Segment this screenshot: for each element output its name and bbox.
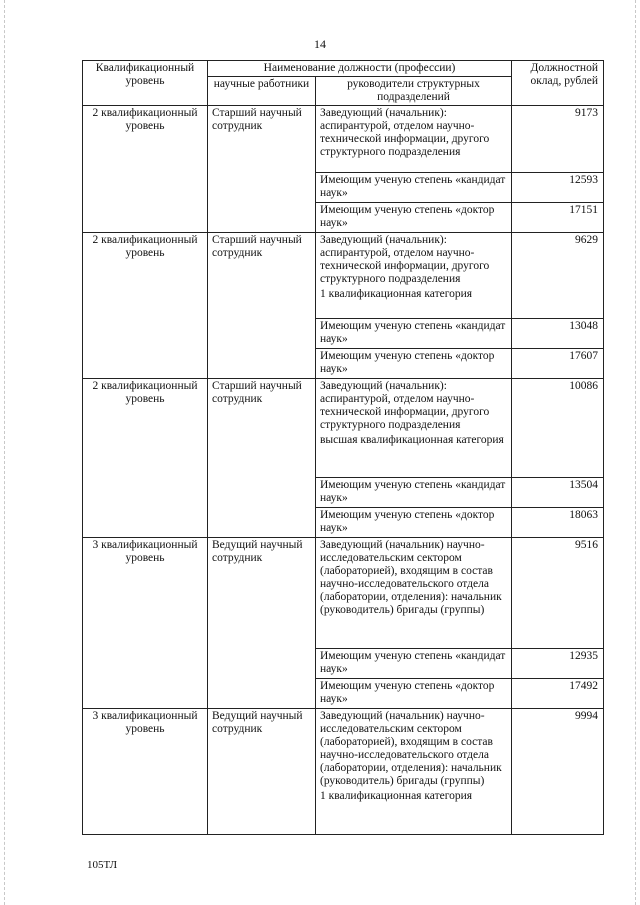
doctor-degree-cell: Имеющим ученую степень «доктор наук» bbox=[316, 679, 512, 709]
unit-head-cell bbox=[316, 538, 512, 649]
doctor-salary-cell: 17607 bbox=[512, 349, 604, 379]
level-cell: 2 квалификационный уровень bbox=[83, 106, 208, 233]
candidate-degree-cell: Имеющим ученую степень «кандидат наук» bbox=[316, 173, 512, 203]
unit-head-text: Заведующий (начальник): аспирантурой, отделом научно-технической информации, другого структурного подразделения bbox=[320, 234, 490, 285]
table-row bbox=[83, 538, 604, 649]
level-cell: 3 квалификационный уровень bbox=[83, 538, 208, 709]
level-cell: 3 квалификационный уровень bbox=[83, 709, 208, 835]
salary-cell: 9516 bbox=[512, 538, 604, 649]
candidate-degree-cell: Имеющим ученую степень «кандидат наук» bbox=[316, 478, 512, 508]
doctor-salary-cell: 17151 bbox=[512, 203, 604, 233]
position-cell: Старший научный сотрудник bbox=[208, 106, 316, 233]
doctor-degree-cell: Имеющим ученую степень «доктор наук» bbox=[316, 203, 512, 233]
doctor-degree-cell: Имеющим ученую степень «доктор наук» bbox=[316, 508, 512, 538]
level-cell: 2 квалификационный уровень bbox=[83, 379, 208, 538]
qualification-category: 1 квалификационная категория bbox=[320, 790, 473, 802]
document-code: 105ТЛ bbox=[87, 859, 118, 871]
position-cell: Старший научный сотрудник bbox=[208, 379, 316, 538]
candidate-degree-cell: Имеющим ученую степень «кандидат наук» bbox=[316, 319, 512, 349]
position-cell: Ведущий научный сотрудник bbox=[208, 538, 316, 709]
header-scientific-workers: научные работники bbox=[208, 77, 316, 106]
page-number: 14 bbox=[314, 37, 326, 51]
salary-cell: 9173 bbox=[512, 106, 604, 173]
unit-head-cell bbox=[316, 106, 512, 173]
level-cell: 2 квалификационный уровень bbox=[83, 233, 208, 379]
candidate-salary-cell: 13504 bbox=[512, 478, 604, 508]
unit-head-text: Заведующий (начальник): аспирантурой, отделом научно-технической информации, другого структурного подразделения bbox=[320, 380, 490, 431]
position-cell: Ведущий научный сотрудник bbox=[208, 709, 316, 835]
qualification-category: высшая квалификационная категория bbox=[320, 434, 504, 446]
table-row bbox=[83, 106, 604, 173]
unit-head-text: Заведующий (начальник): аспирантурой, отделом научно-технической информации, другого структурного подразделения bbox=[320, 107, 490, 158]
unit-head-cell bbox=[316, 379, 512, 478]
salary-cell: 9994 bbox=[512, 709, 604, 835]
unit-head-cell bbox=[316, 233, 512, 319]
table-row bbox=[83, 379, 604, 478]
candidate-degree-cell: Имеющим ученую степень «кандидат наук» bbox=[316, 649, 512, 679]
salary-table-body bbox=[83, 61, 604, 835]
table-row bbox=[83, 233, 604, 319]
unit-head-cell bbox=[316, 709, 512, 835]
candidate-salary-cell: 12935 bbox=[512, 649, 604, 679]
qualification-category: 1 квалификационная категория bbox=[320, 288, 473, 300]
header-position-name: Наименование должности (профессии) bbox=[208, 61, 512, 77]
salary-table bbox=[82, 60, 604, 835]
header-level: Квалификационный уровень bbox=[83, 61, 208, 106]
salary-cell: 9629 bbox=[512, 233, 604, 319]
page-edge-right bbox=[635, 0, 636, 905]
doctor-salary-cell: 17492 bbox=[512, 679, 604, 709]
header-unit-heads: руководители структурных подразделений bbox=[316, 77, 512, 106]
doctor-salary-cell: 18063 bbox=[512, 508, 604, 538]
page-edge-left bbox=[4, 0, 5, 905]
candidate-salary-cell: 12593 bbox=[512, 173, 604, 203]
header-row bbox=[83, 61, 604, 77]
unit-head-text: Заведующий (начальник) научно-исследовательским сектором (лабораторией), входящим в состав научно-исследовательского отдела (лаборатории, отделения): начальник (руководитель) бригады (группы) bbox=[320, 710, 502, 787]
salary-cell: 10086 bbox=[512, 379, 604, 478]
doctor-degree-cell: Имеющим ученую степень «доктор наук» bbox=[316, 349, 512, 379]
position-cell: Старший научный сотрудник bbox=[208, 233, 316, 379]
table-row bbox=[83, 709, 604, 835]
header-salary: Должностной оклад, рублей bbox=[512, 61, 604, 106]
unit-head-text: Заведующий (начальник) научно-исследовательским сектором (лабораторией), входящим в состав научно-исследовательского отдела (лаборатории, отделения): начальник (руководитель) бригады (группы) bbox=[320, 539, 502, 616]
candidate-salary-cell: 13048 bbox=[512, 319, 604, 349]
